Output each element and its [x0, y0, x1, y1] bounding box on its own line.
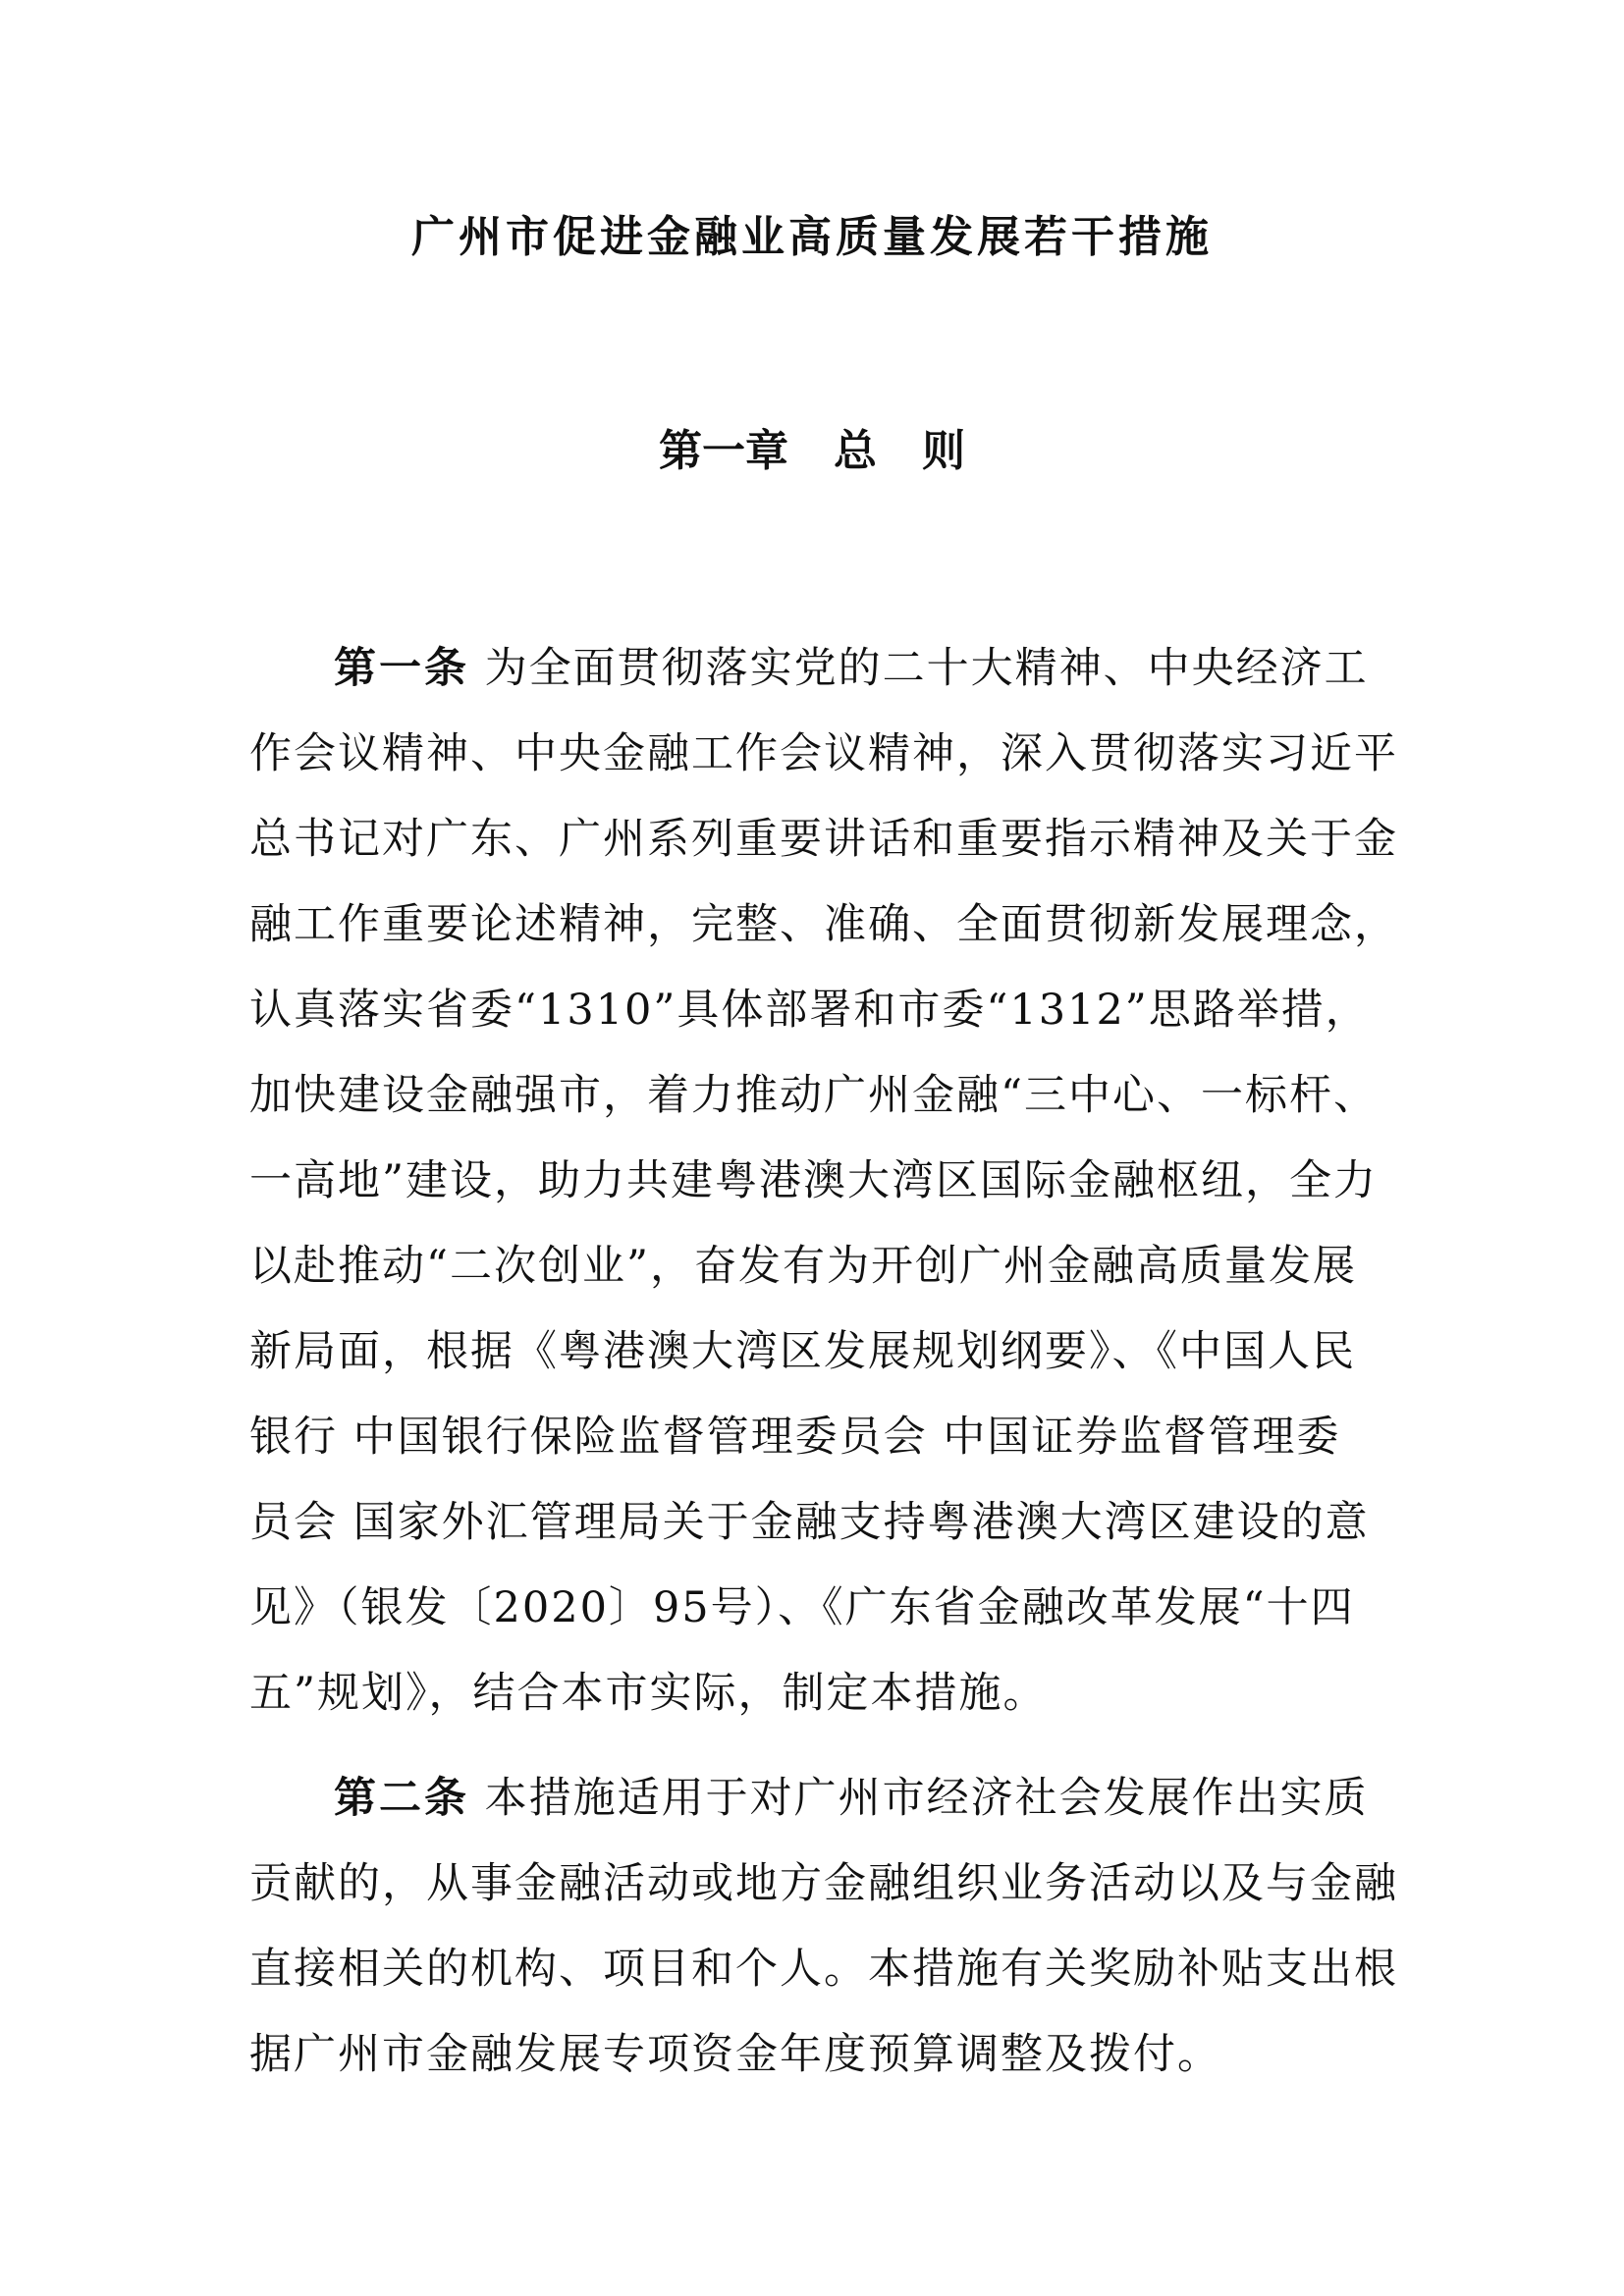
article-label: 第一条	[334, 644, 469, 693]
article-line: 融工作重要论述精神，完整、准确、全面贯彻新发展理念，	[249, 900, 1398, 949]
article-line: 以赴推动“二次创业”，奋发有为开创广州金融高质量发展	[249, 1242, 1357, 1291]
article-line: 总书记对广东、广州系列重要讲话和重要指示精神及关于金	[249, 815, 1398, 864]
article-text: 为全面贯彻落实党的二十大精神、中央经济工	[469, 644, 1369, 693]
article-line	[249, 1756, 1388, 1842]
article-line: 贡献的，从事金融活动或地方金融组织业务活动以及与金融	[249, 1859, 1398, 1908]
article-line: 作会议精神、中央金融工作会议精神，深入贯彻落实习近平	[249, 729, 1398, 778]
article-label: 第二条	[334, 1774, 469, 1823]
article-line: 新局面，根据《粤港澳大湾区发展规划纲要》、《中国人民	[249, 1327, 1356, 1376]
document-title: 广州市促进金融业高质量发展若干措施	[411, 212, 1213, 262]
article-line: 认真落实省委“1310”具体部署和市委“1312”思路举措，	[249, 986, 1370, 1035]
article-text: 本措施适用于对广州市经济社会发展作出实质	[469, 1774, 1369, 1823]
article-line: 员会 国家外汇管理局关于金融支持粤港澳大湾区建设的意	[249, 1498, 1370, 1547]
chapter-title: 第一章 总 则	[659, 426, 965, 476]
article-line: 一高地”建设，助力共建粤港澳大湾区国际金融枢纽，全力	[249, 1156, 1378, 1205]
article-line: 加快建设金融强市，着力推动广州金融“三中心、一标杆、	[249, 1071, 1378, 1120]
article-1	[249, 626, 1398, 1736]
article-line	[249, 626, 1388, 712]
article-line: 据广州市金融发展专项资金年度预算调整及拨付。	[249, 2030, 1221, 2079]
article-line: 直接相关的机构、项目和个人。本措施有关奖励补贴支出根	[249, 1945, 1398, 1994]
article-2	[249, 1756, 1398, 2098]
article-line: 五”规划》，结合本市实际，制定本措施。	[249, 1669, 1048, 1718]
article-line: 银行 中国银行保险监督管理委员会 中国证券监督管理委	[249, 1413, 1341, 1462]
article-line: 见》（银发〔2020〕95号）、《广东省金融改革发展“十四	[249, 1583, 1355, 1632]
